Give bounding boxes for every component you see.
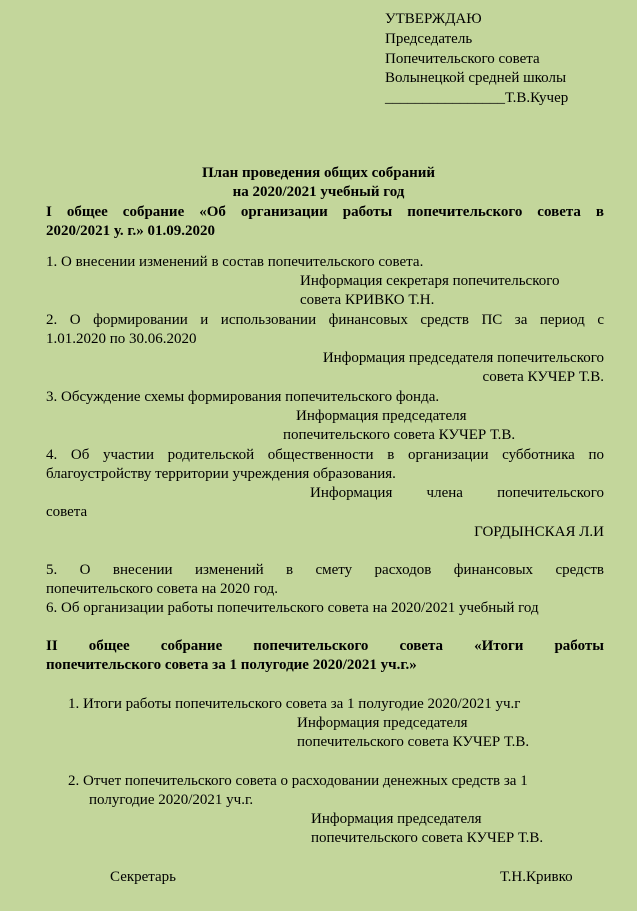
meeting1-heading-line-1: I общее собрание «Об организации работы попечительского совета в [46, 204, 604, 220]
meeting1-item-4-cont: благоустройству территории учреждения образования. [46, 466, 396, 482]
approval-line-3: Волынецкой средней школы [385, 70, 567, 86]
meeting1-item-4-info: Информация члена попечительского [310, 485, 604, 501]
meeting2-heading-line-1: II общее собрание попечительского совета «Итоги работы [46, 638, 604, 654]
meeting2-item-1: 1. Итоги работы попечительского совета за 1 полугодие 2020/2021 уч.г [68, 696, 521, 712]
approval-signature: ________________Т.В.Кучер [385, 90, 569, 106]
approval-word: УТВЕРЖДАЮ [385, 11, 482, 27]
meeting2-heading-line-2: попечительского совета за 1 полугодие 2020/2021 уч.г.» [46, 657, 417, 673]
meeting1-item-2-cont: 1.01.2020 по 30.06.2020 [46, 331, 197, 347]
secretary-label: Секретарь [110, 869, 177, 885]
approval-line-1: Председатель [385, 31, 473, 47]
meeting1-item-2-speaker: совета КУЧЕР Т.В. [482, 369, 604, 385]
meeting1-item-6: 6. Об организации работы попечительского совета на 2020/2021 учебный год [46, 600, 539, 616]
meeting2-item-2: 2. Отчет попечительского совета о расходовании денежных средств за 1 [68, 773, 528, 789]
secretary-name: Т.Н.Кривко [500, 869, 573, 885]
meeting1-item-2-info: Информация председателя попечительского [322, 350, 604, 366]
meeting2-item-2-speaker: попечительского совета КУЧЕР Т.В. [311, 830, 544, 846]
meeting1-item-5: 5. О внесении изменений в смету расходов финансовых средств [46, 562, 604, 578]
meeting1-item-1: 1. О внесении изменений в состав попечительского совета. [46, 254, 424, 270]
meeting1-item-4: 4. Об участии родительской общественности в организации субботника по [46, 447, 604, 463]
meeting1-item-5-cont: попечительского совета на 2020 год. [46, 581, 279, 597]
meeting2-item-2-info: Информация председателя [311, 811, 482, 827]
meeting2-item-1-info: Информация председателя [297, 715, 468, 731]
meeting1-item-3: 3. Обсуждение схемы формирования попечительского фонда. [46, 389, 440, 405]
meeting1-item-3-info: Информация председателя [296, 408, 467, 424]
title-line-2: на 2020/2021 учебный год [232, 184, 405, 200]
meeting2-item-1-speaker: попечительского совета КУЧЕР Т.В. [297, 734, 530, 750]
meeting1-heading-line-2: 2020/2021 у. г.» 01.09.2020 [46, 223, 216, 239]
meeting2-item-2-cont: полугодие 2020/2021 уч.г. [89, 792, 254, 808]
meeting1-item-4-info-cont: совета [46, 504, 88, 520]
approval-line-2: Попечительского совета [385, 51, 540, 67]
meeting1-item-1-speaker: совета КРИВКО Т.Н. [300, 292, 435, 308]
meeting1-item-4-speaker: ГОРДЫНСКАЯ Л.И [474, 524, 604, 540]
meeting1-item-2: 2. О формировании и использовании финансовых средств ПС за период с [46, 312, 604, 328]
title-line-1: План проведения общих собраний [201, 165, 436, 181]
meeting1-item-3-speaker: попечительского совета КУЧЕР Т.В. [283, 427, 516, 443]
meeting1-item-1-info: Информация секретаря попечительского [300, 273, 560, 289]
